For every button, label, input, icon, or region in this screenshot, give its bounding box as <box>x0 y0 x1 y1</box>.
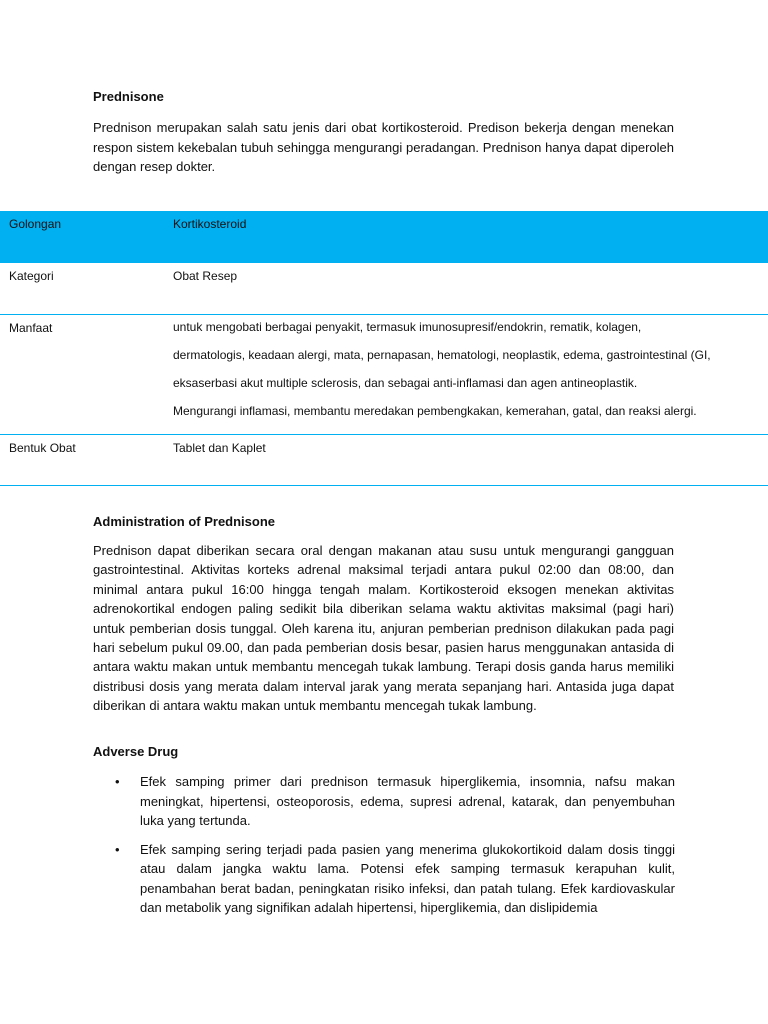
bullet-icon: • <box>115 841 120 857</box>
row-value: Tablet dan Kaplet <box>173 435 768 486</box>
bullet-icon: • <box>115 774 120 789</box>
row-label: Manfaat <box>0 315 173 435</box>
table-row-manfaat <box>0 315 768 435</box>
manfaat-line: Mengurangi inflamasi, membantu meredakan pembengkakan, kemerahan, gatal, dan reaksi alergi. <box>173 404 697 418</box>
list-item-text: Efek samping sering terjadi pada pasien yang menerima glukokortikoid dalam dosis tinggi atau dalam jangka waktu lama. Potensi efek samping termasuk kerapuhan kulit, penambahan berat badan, peningkatan risiko infeksi, dan patah tulang. Efek kardiovaskular dan metabolik yang signifikan adalah hipertensi, hiperglikemia, dan dislipidemia <box>140 841 675 915</box>
administration-heading: Administration of Prednisone <box>93 514 276 529</box>
list-item <box>115 840 675 918</box>
manfaat-line: dermatologis, keadaan alergi, mata, pernapasan, hematologi, neoplastik, edema, gastrointestinal (GI, <box>173 348 711 362</box>
table-header-row <box>0 211 768 263</box>
header-label: Golongan <box>0 211 173 263</box>
manfaat-line: eksaserbasi akut multiple sclerosis, dan sebagai anti-inflamasi dan agen antineoplastik. <box>173 376 638 390</box>
header-value: Kortikosteroid <box>173 211 768 263</box>
table-row-kategori <box>0 263 768 315</box>
list-item-text: Efek samping primer dari prednison termasuk hiperglikemia, insomnia, nafsu makan meningkat, hipertensi, osteoporosis, edema, supresi adrenal, katarak, dan penyembuhan luka yang tertunda. <box>140 774 675 828</box>
row-label: Bentuk Obat <box>0 435 173 486</box>
document-title: Prednisone <box>93 89 164 104</box>
row-label: Kategori <box>0 263 173 315</box>
row-value: Obat Resep <box>173 263 768 315</box>
manfaat-line: untuk mengobati berbagai penyakit, termasuk imunosupresif/endokrin, rematik, kolagen, <box>173 320 642 334</box>
drug-info-table <box>0 211 768 486</box>
adverse-drug-heading: Adverse Drug <box>93 744 179 759</box>
row-value <box>173 315 768 435</box>
table-row-bentuk-obat <box>0 435 768 486</box>
administration-paragraph: Prednison dapat diberikan secara oral dengan makanan atau susu untuk mengurangi gangguan gastrointestinal. Aktivitas korteks adrenal maksimal terjadi antara pukul 02:00 dan 08:00, dan minimal antara pukul 16:00 hingga tengah malam. Kortikosteroid eksogen menekan aktivitas adrenokortikal endogen paling sedikit bila diberikan selama waktu aktivitas maksimal (pagi hari) untuk pemberian dosis tunggal. Oleh karena itu, anjuran pemberian prednison dilakukan pada pagi hari sebelum pukul 09.00, dan pada pemberian dosis besar, pasien harus menggunakan antasida di antara waktu makan untuk membantu mencegah tukak lambung. Terapi dosis ganda harus memiliki distribusi dosis yang merata dalam interval jarak yang merata sepanjang hari. Antasida juga dapat diberikan di antara waktu makan untuk membantu mencegah tukak lambung. <box>93 543 674 714</box>
list-item <box>115 772 675 831</box>
intro-paragraph: Prednison merupakan salah satu jenis dari obat kortikosteroid. Predison bekerja dengan menekan respon sistem kekebalan tubuh sehingga mengurangi peradangan. Prednison hanya dapat diperoleh dengan resep dokter. <box>93 120 674 174</box>
adverse-drug-list <box>115 772 675 927</box>
